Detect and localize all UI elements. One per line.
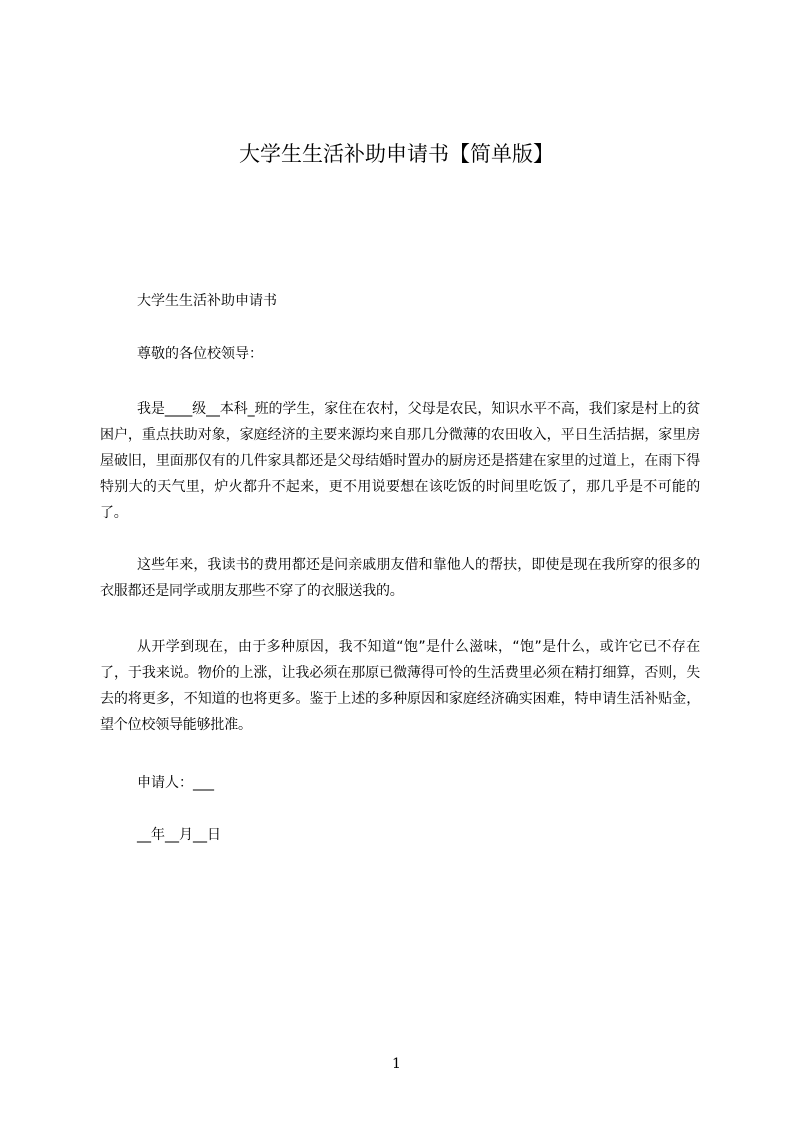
applicant-signature: 申请人：___ [137,775,214,791]
page-number: 1 [392,1056,401,1072]
paragraph-3: 从开学到现在，由于多种原因，我不知道“饱”是什么滋味，“饱”是什么，或许它已不存在了，于我来说。物价的上涨，让我必须在那原已微薄得可怜的生活费里必须在精打细算，否则，失去的将更多，不知道的也将更多。鉴于上述的多种原因和家庭经济确实困难，特申请生活补贴金，望个位校领导能够批准。 [100,639,700,733]
paragraph-1: 我是____级__本科_班的学生，家住在农村，父母是农民，知识水平不高，我们家是村上的贫困户，重点扶助对象，家庭经济的主要来源均来自那几分微薄的农田收入，平日生活拮据，家里房屋破旧，里面那仅有的几件家具都还是父母结婚时置办的厨房还是搭建在家里的过道上，在雨下得特别大的天气里，炉火都升不起来，更不用说要想在该吃饭的时间里吃饭了，那几乎是不可能的了。 [100,401,700,521]
paragraph-2: 这些年来，我读书的费用都还是问亲戚朋友借和靠他人的帮扶，即使是现在我所穿的很多的衣服都还是同学或朋友那些不穿了的衣服送我的。 [100,557,700,599]
date-line: __年__月__日 [137,827,221,843]
salutation: 尊敬的各位校领导： [137,346,263,362]
letter-heading: 大学生生活补助申请书 [137,293,277,309]
document-title: 大学生生活补助申请书【简单版】 [239,142,554,166]
